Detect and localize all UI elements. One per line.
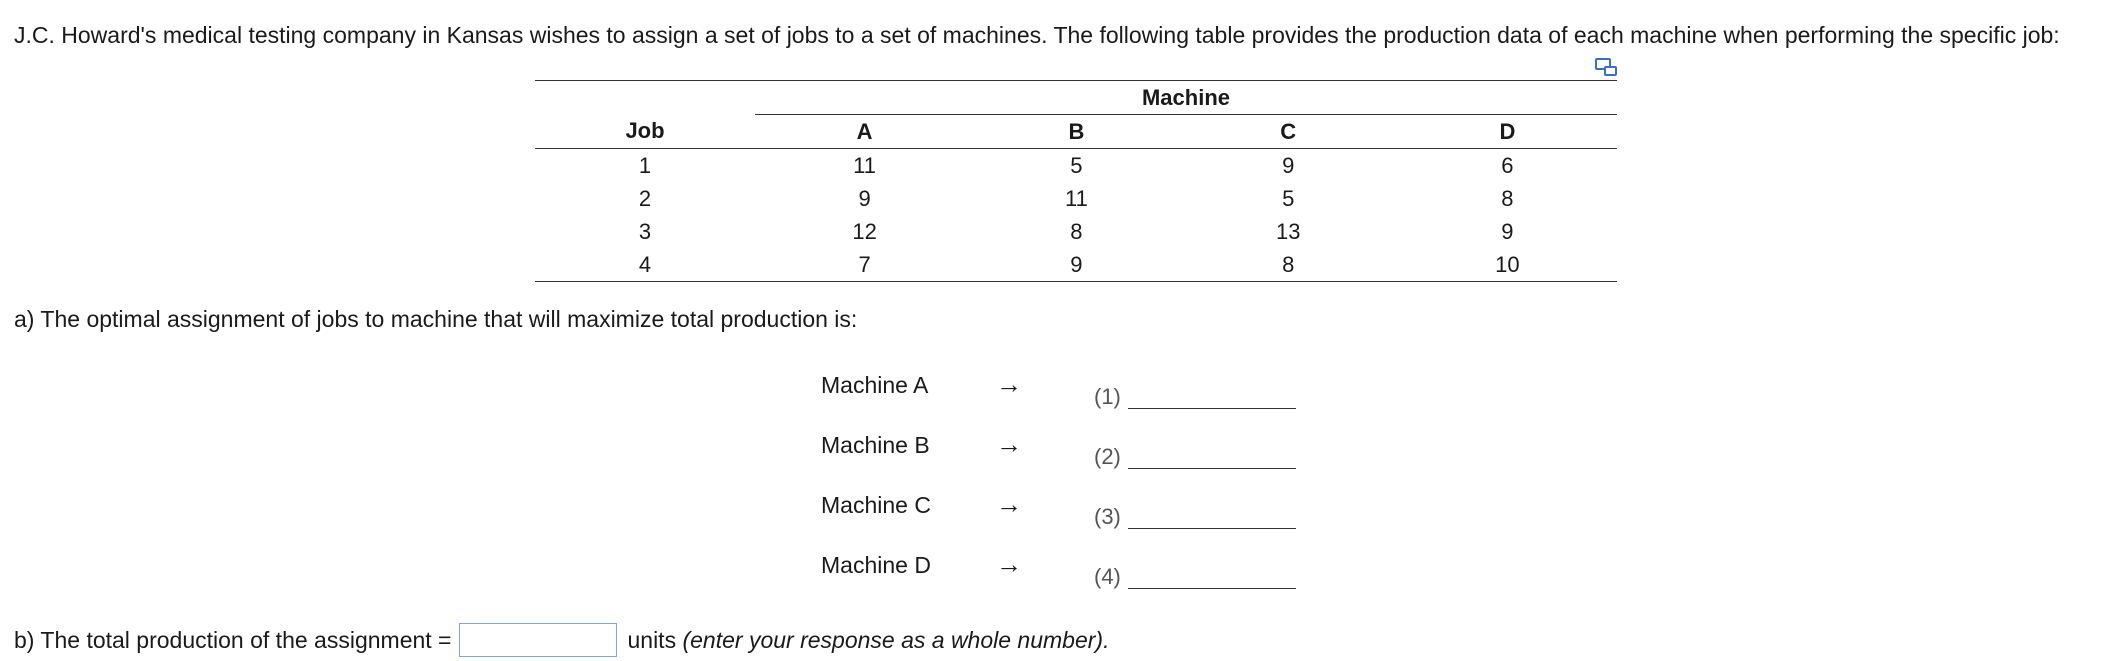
value-cell: 6 — [1501, 152, 1514, 178]
copy-table-icon[interactable] — [1595, 58, 1617, 76]
value-cell: 9 — [858, 185, 871, 211]
assignment-row-machine-c — [0, 489, 2124, 532]
value-cell: 8 — [1501, 185, 1514, 211]
job-dropdown-blank[interactable] — [1128, 468, 1296, 469]
job-dropdown-blank[interactable] — [1128, 588, 1296, 589]
part-b-prompt: b) The total production of the assignment = — [14, 626, 452, 653]
blank-number: (3) — [1094, 504, 1121, 529]
right-arrow-icon: → — [996, 429, 1022, 459]
units-label: units — [627, 626, 677, 653]
assignment-label: Machine B — [821, 432, 930, 458]
value-cell: 7 — [755, 248, 974, 282]
value-cell: 9 — [1282, 152, 1295, 178]
machine-a-header: A — [755, 115, 974, 149]
value-cell: 5 — [1282, 185, 1295, 211]
job-column-header: Job — [535, 115, 755, 149]
table-row — [535, 182, 1617, 215]
total-production-input[interactable] — [459, 623, 617, 657]
table-column-header-row — [535, 115, 1617, 149]
assignment-label: Machine C — [821, 492, 931, 518]
answer-hint: (enter your response as a whole number). — [682, 626, 1110, 653]
right-arrow-icon: → — [996, 549, 1022, 579]
value-cell: 11 — [1064, 185, 1088, 211]
machine-group-header: Machine — [755, 81, 1617, 115]
table-row — [535, 215, 1617, 248]
machine-c-header: C — [1179, 115, 1398, 149]
job-cell: 2 — [638, 185, 652, 211]
table-group-header-row — [535, 81, 1617, 115]
right-arrow-icon: → — [996, 489, 1022, 519]
job-dropdown-blank[interactable] — [1128, 528, 1296, 529]
job-cell: 3 — [638, 218, 652, 244]
job-cell: 4 — [535, 248, 755, 282]
value-cell: 13 — [1275, 218, 1301, 244]
blank-number: (4) — [1094, 564, 1121, 589]
assignment-label: Machine A — [821, 372, 929, 398]
blank-number: (1) — [1094, 384, 1121, 409]
blank-number: (2) — [1094, 444, 1121, 469]
right-arrow-icon: → — [996, 369, 1022, 399]
value-cell: 9 — [1501, 218, 1514, 244]
machine-b-header: B — [974, 115, 1178, 149]
value-cell: 8 — [1070, 218, 1083, 244]
problem-intro: J.C. Howard's medical testing company in Kansas wishes to assign a set of jobs to a set of machines. The following table provides the production data of each machine when performing the specific job: — [14, 22, 2060, 48]
table-row — [535, 248, 1617, 282]
machine-d-header: D — [1398, 115, 1617, 149]
value-cell: 12 — [852, 218, 877, 244]
value-cell: 10 — [1398, 248, 1617, 282]
assignment-label: Machine D — [821, 552, 931, 578]
value-cell: 9 — [974, 248, 1178, 282]
value-cell: 11 — [853, 152, 876, 178]
assignment-row-machine-a — [0, 369, 2124, 412]
assignment-row-machine-b — [0, 429, 2124, 472]
production-table — [535, 80, 1617, 282]
value-cell: 5 — [1070, 152, 1083, 178]
value-cell: 8 — [1179, 248, 1398, 282]
part-b-row — [14, 623, 1109, 657]
part-a-prompt: a) The optimal assignment of jobs to machine that will maximize total production is: — [14, 306, 858, 332]
job-dropdown-blank[interactable] — [1128, 408, 1296, 409]
job-cell: 1 — [638, 152, 652, 178]
table-row — [535, 149, 1617, 183]
assignment-row-machine-d — [0, 549, 2124, 592]
